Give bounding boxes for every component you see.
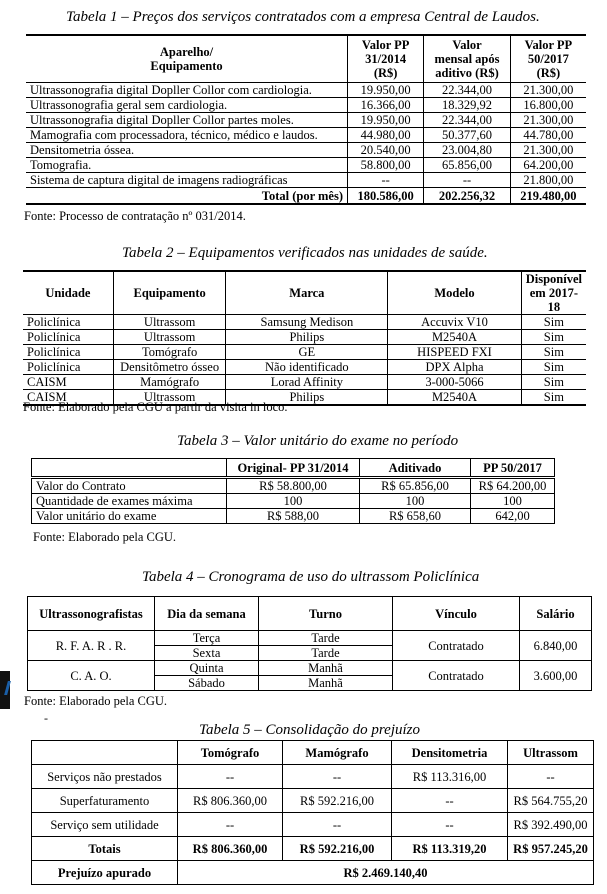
table2-header-row xyxy=(23,271,586,315)
table1-total-value: 202.256,32 xyxy=(424,188,510,205)
table2-cell: Ultrassom xyxy=(113,330,226,345)
table4-vinculo-cell: Contratado xyxy=(393,661,520,691)
table1-header-aditivo: Valor mensal após aditivo (R$) xyxy=(424,35,510,83)
table4-vinculo-cell: Contratado xyxy=(393,631,520,661)
table5-header-row xyxy=(32,741,594,765)
table5-prejuizo-row xyxy=(32,861,594,885)
table5-label-cell: Serviço sem utilidade xyxy=(32,813,178,837)
table5-label-cell: Superfaturamento xyxy=(32,789,178,813)
table5-row xyxy=(32,813,594,837)
table1-value-cell: 16.366,00 xyxy=(348,98,424,113)
table3-header-original: Original- PP 31/2014 xyxy=(227,459,360,478)
table5-value-cell: R$ 806.360,00 xyxy=(178,789,283,813)
table1-header-row xyxy=(26,35,586,83)
table2-cell: Policlínica xyxy=(23,330,113,345)
table5-header-mamografo: Mamógrafo xyxy=(283,741,392,765)
table2-cell: M2540A xyxy=(388,390,521,406)
table4-name-cell: C. A. O. xyxy=(28,661,155,691)
table3-value-cell: R$ 58.800,00 xyxy=(227,478,360,494)
table1-header-equipment: Aparelho/ Equipamento xyxy=(26,35,348,83)
table1-row xyxy=(26,98,586,113)
table1-value-cell: 23.004,80 xyxy=(424,143,510,158)
table4-salario-cell: 3.600,00 xyxy=(520,661,592,691)
table5-loss xyxy=(31,740,594,885)
table1-source: Fonte: Processo de contratação nº 031/2014. xyxy=(24,209,246,223)
table4-header-turno: Turno xyxy=(259,597,393,631)
table5-value-cell: -- xyxy=(508,765,594,789)
table2-cell: GE xyxy=(226,345,388,360)
table2-cell: Sim xyxy=(521,390,586,406)
table3-row xyxy=(32,494,555,509)
table1-caption: Tabela 1 – Preços dos serviços contratados com a empresa Central de Laudos. xyxy=(66,9,540,25)
table2-cell: Sim xyxy=(521,375,586,390)
table5-value-cell: R$ 564.755,20 xyxy=(508,789,594,813)
table4-header-row xyxy=(28,597,592,631)
table2-row xyxy=(23,360,586,375)
table2-cell: Accuvix V10 xyxy=(388,315,521,330)
table3-value-cell: 100 xyxy=(360,494,471,509)
table1-value-cell: 50.377,60 xyxy=(424,128,510,143)
table1-equipment-cell: Tomografia. xyxy=(26,158,348,173)
table2-cell: Samsung Medison xyxy=(226,315,388,330)
table4-row xyxy=(28,631,592,646)
table2-cell: 3-000-5066 xyxy=(388,375,521,390)
table2-cell: DPX Alpha xyxy=(388,360,521,375)
table2-cell: Densitômetro ósseo xyxy=(113,360,226,375)
table3-caption: Tabela 3 – Valor unitário do exame no período xyxy=(177,433,459,449)
table2-row xyxy=(23,315,586,330)
table3-header-blank xyxy=(32,459,227,478)
table2-header-marca: Marca xyxy=(226,271,388,315)
table1-row xyxy=(26,173,586,188)
table3-row xyxy=(32,478,555,494)
table4-shift-cell: Tarde xyxy=(259,646,393,661)
table2-cell: Policlínica xyxy=(23,345,113,360)
table4-shift-cell: Tarde xyxy=(259,631,393,646)
table3-value-cell: R$ 64.200,00 xyxy=(471,478,555,494)
table2-cell: Tomógrafo xyxy=(113,345,226,360)
table1-total-label: Total (por mês) xyxy=(26,188,348,205)
table4-caption: Tabela 4 – Cronograma de uso do ultrassom Policlínica xyxy=(142,569,480,585)
table2-cell: Ultrassom xyxy=(113,390,226,406)
table5-row xyxy=(32,789,594,813)
table2-header-equipamento: Equipamento xyxy=(113,271,226,315)
table5-totals-value: R$ 113.319,20 xyxy=(392,837,508,861)
table1-value-cell: 22.344,00 xyxy=(424,113,510,128)
table2-header-disponivel: Disponível em 2017-18 xyxy=(521,271,586,315)
table3-source: Fonte: Elaborado pela CGU. xyxy=(33,530,177,544)
table1-equipment-cell: Ultrassonografia geral sem cardiologia. xyxy=(26,98,348,113)
table5-value-cell: -- xyxy=(392,789,508,813)
table4-shift-cell: Manhã xyxy=(259,676,393,691)
table1-row xyxy=(26,143,586,158)
table5-totals-value: R$ 806.360,00 xyxy=(178,837,283,861)
table2-cell: Philips xyxy=(226,390,388,406)
table1-value-cell: -- xyxy=(424,173,510,188)
table2-cell: Ultrassom xyxy=(113,315,226,330)
table1-value-cell: 21.300,00 xyxy=(510,143,586,158)
table2-cell: Mamógrafo xyxy=(113,375,226,390)
table4-day-cell: Terça xyxy=(155,631,259,646)
table1-value-cell: 21.300,00 xyxy=(510,113,586,128)
table4-salario-cell: 6.840,00 xyxy=(520,631,592,661)
table1-value-cell: 58.800,00 xyxy=(348,158,424,173)
table4-header-salario: Salário xyxy=(520,597,592,631)
side-edge-mark xyxy=(0,671,10,709)
table3-value-cell: R$ 65.856,00 xyxy=(360,478,471,494)
table2-cell: Policlínica xyxy=(23,360,113,375)
table1-row xyxy=(26,128,586,143)
table4-header-vinculo: Vínculo xyxy=(393,597,520,631)
table4-day-cell: Sábado xyxy=(155,676,259,691)
table2-cell: Policlínica xyxy=(23,315,113,330)
table3-row xyxy=(32,509,555,524)
table1-value-cell: 18.329,92 xyxy=(424,98,510,113)
table5-prejuizo-value: R$ 2.469.140,40 xyxy=(178,861,594,885)
table3-header-pp-2017: PP 50/2017 xyxy=(471,459,555,478)
table5-value-cell: -- xyxy=(283,813,392,837)
table5-totals-value: R$ 957.245,20 xyxy=(508,837,594,861)
table4-day-cell: Sexta xyxy=(155,646,259,661)
table2-cell: Sim xyxy=(521,360,586,375)
table1-value-cell: 64.200,00 xyxy=(510,158,586,173)
table2-caption: Tabela 2 – Equipamentos verificados nas unidades de saúde. xyxy=(122,245,488,261)
table5-header-tomografo: Tomógrafo xyxy=(178,741,283,765)
table4-schedule xyxy=(27,596,592,691)
table4-source: Fonte: Elaborado pela CGU. xyxy=(24,694,168,708)
table5-value-cell: R$ 592.216,00 xyxy=(283,789,392,813)
table1-row xyxy=(26,158,586,173)
table1-row xyxy=(26,113,586,128)
stray-dash: - xyxy=(44,711,48,725)
table5-value-cell: -- xyxy=(178,813,283,837)
table5-value-cell: -- xyxy=(392,813,508,837)
table1-value-cell: 21.800,00 xyxy=(510,173,586,188)
table1-total-row xyxy=(26,188,586,205)
table1-prices xyxy=(26,34,586,205)
table4-name-cell: R. F. A. R . R. xyxy=(28,631,155,661)
table5-value-cell: -- xyxy=(283,765,392,789)
table3-value-cell: R$ 658,60 xyxy=(360,509,471,524)
table1-value-cell: 44.980,00 xyxy=(348,128,424,143)
table3-header-row xyxy=(32,459,555,478)
table4-row xyxy=(28,661,592,676)
table5-prejuizo-label: Prejuízo apurado xyxy=(32,861,178,885)
table2-cell: M2540A xyxy=(388,330,521,345)
table5-value-cell: -- xyxy=(178,765,283,789)
table3-header-aditivado: Aditivado xyxy=(360,459,471,478)
table2-row xyxy=(23,330,586,345)
table3-value-cell: 100 xyxy=(471,494,555,509)
table1-value-cell: 20.540,00 xyxy=(348,143,424,158)
table2-source: Fonte: Elaborado pela CGU a partir da visita in loco. xyxy=(23,400,288,414)
table2-cell: CAISM xyxy=(23,390,113,406)
table1-header-pp-2017: Valor PP 50/2017 (R$) xyxy=(510,35,586,83)
table4-shift-cell: Manhã xyxy=(259,661,393,676)
table3-unit-value xyxy=(31,458,555,524)
table3-label-cell: Quantidade de exames máxima xyxy=(32,494,227,509)
table1-value-cell: 44.780,00 xyxy=(510,128,586,143)
table1-total-value: 180.586,00 xyxy=(348,188,424,205)
table4-header-ultrassonografistas: Ultrassonografistas xyxy=(28,597,155,631)
table2-cell: Sim xyxy=(521,345,586,360)
table2-cell: Sim xyxy=(521,315,586,330)
table5-totals-value: R$ 592.216,00 xyxy=(283,837,392,861)
table4-header-dia: Dia da semana xyxy=(155,597,259,631)
table1-value-cell: -- xyxy=(348,173,424,188)
table3-value-cell: R$ 588,00 xyxy=(227,509,360,524)
table2-row xyxy=(23,375,586,390)
table5-header-blank xyxy=(32,741,178,765)
table1-equipment-cell: Ultrassonografia digital Dopller Collor com cardiologia. xyxy=(26,83,348,98)
table1-equipment-cell: Ultrassonografia digital Dopller Collor partes moles. xyxy=(26,113,348,128)
table3-value-cell: 642,00 xyxy=(471,509,555,524)
table2-header-unidade: Unidade xyxy=(23,271,113,315)
table5-label-cell: Serviços não prestados xyxy=(32,765,178,789)
table5-totals-label: Totais xyxy=(32,837,178,861)
table1-row xyxy=(26,83,586,98)
table1-equipment-cell: Mamografia com processadora, técnico, médico e laudos. xyxy=(26,128,348,143)
table5-totals-row xyxy=(32,837,594,861)
table2-header-modelo: Modelo xyxy=(388,271,521,315)
table2-cell: Lorad Affinity xyxy=(226,375,388,390)
table1-value-cell: 22.344,00 xyxy=(424,83,510,98)
table1-value-cell: 16.800,00 xyxy=(510,98,586,113)
table1-value-cell: 21.300,00 xyxy=(510,83,586,98)
table1-equipment-cell: Sistema de captura digital de imagens radiográficas xyxy=(26,173,348,188)
table2-row xyxy=(23,345,586,360)
table1-header-pp-2014: Valor PP 31/2014 (R$) xyxy=(348,35,424,83)
table2-equipment xyxy=(23,270,586,406)
table1-value-cell: 65.856,00 xyxy=(424,158,510,173)
table3-label-cell: Valor unitário do exame xyxy=(32,509,227,524)
table2-cell: Sim xyxy=(521,330,586,345)
table2-cell: HISPEED FXI xyxy=(388,345,521,360)
table1-value-cell: 19.950,00 xyxy=(348,113,424,128)
table1-total-value: 219.480,00 xyxy=(510,188,586,205)
table5-header-ultrassom: Ultrassom xyxy=(508,741,594,765)
table4-day-cell: Quinta xyxy=(155,661,259,676)
table5-value-cell: R$ 113.316,00 xyxy=(392,765,508,789)
table2-cell: CAISM xyxy=(23,375,113,390)
table5-value-cell: R$ 392.490,00 xyxy=(508,813,594,837)
table3-value-cell: 100 xyxy=(227,494,360,509)
table2-cell: Não identificado xyxy=(226,360,388,375)
table1-value-cell: 19.950,00 xyxy=(348,83,424,98)
table5-header-densitometria: Densitometria xyxy=(392,741,508,765)
table2-cell: Philips xyxy=(226,330,388,345)
table3-label-cell: Valor do Contrato xyxy=(32,478,227,494)
table5-row xyxy=(32,765,594,789)
table5-caption: Tabela 5 – Consolidação do prejuízo xyxy=(199,722,420,738)
table1-equipment-cell: Densitometria óssea. xyxy=(26,143,348,158)
